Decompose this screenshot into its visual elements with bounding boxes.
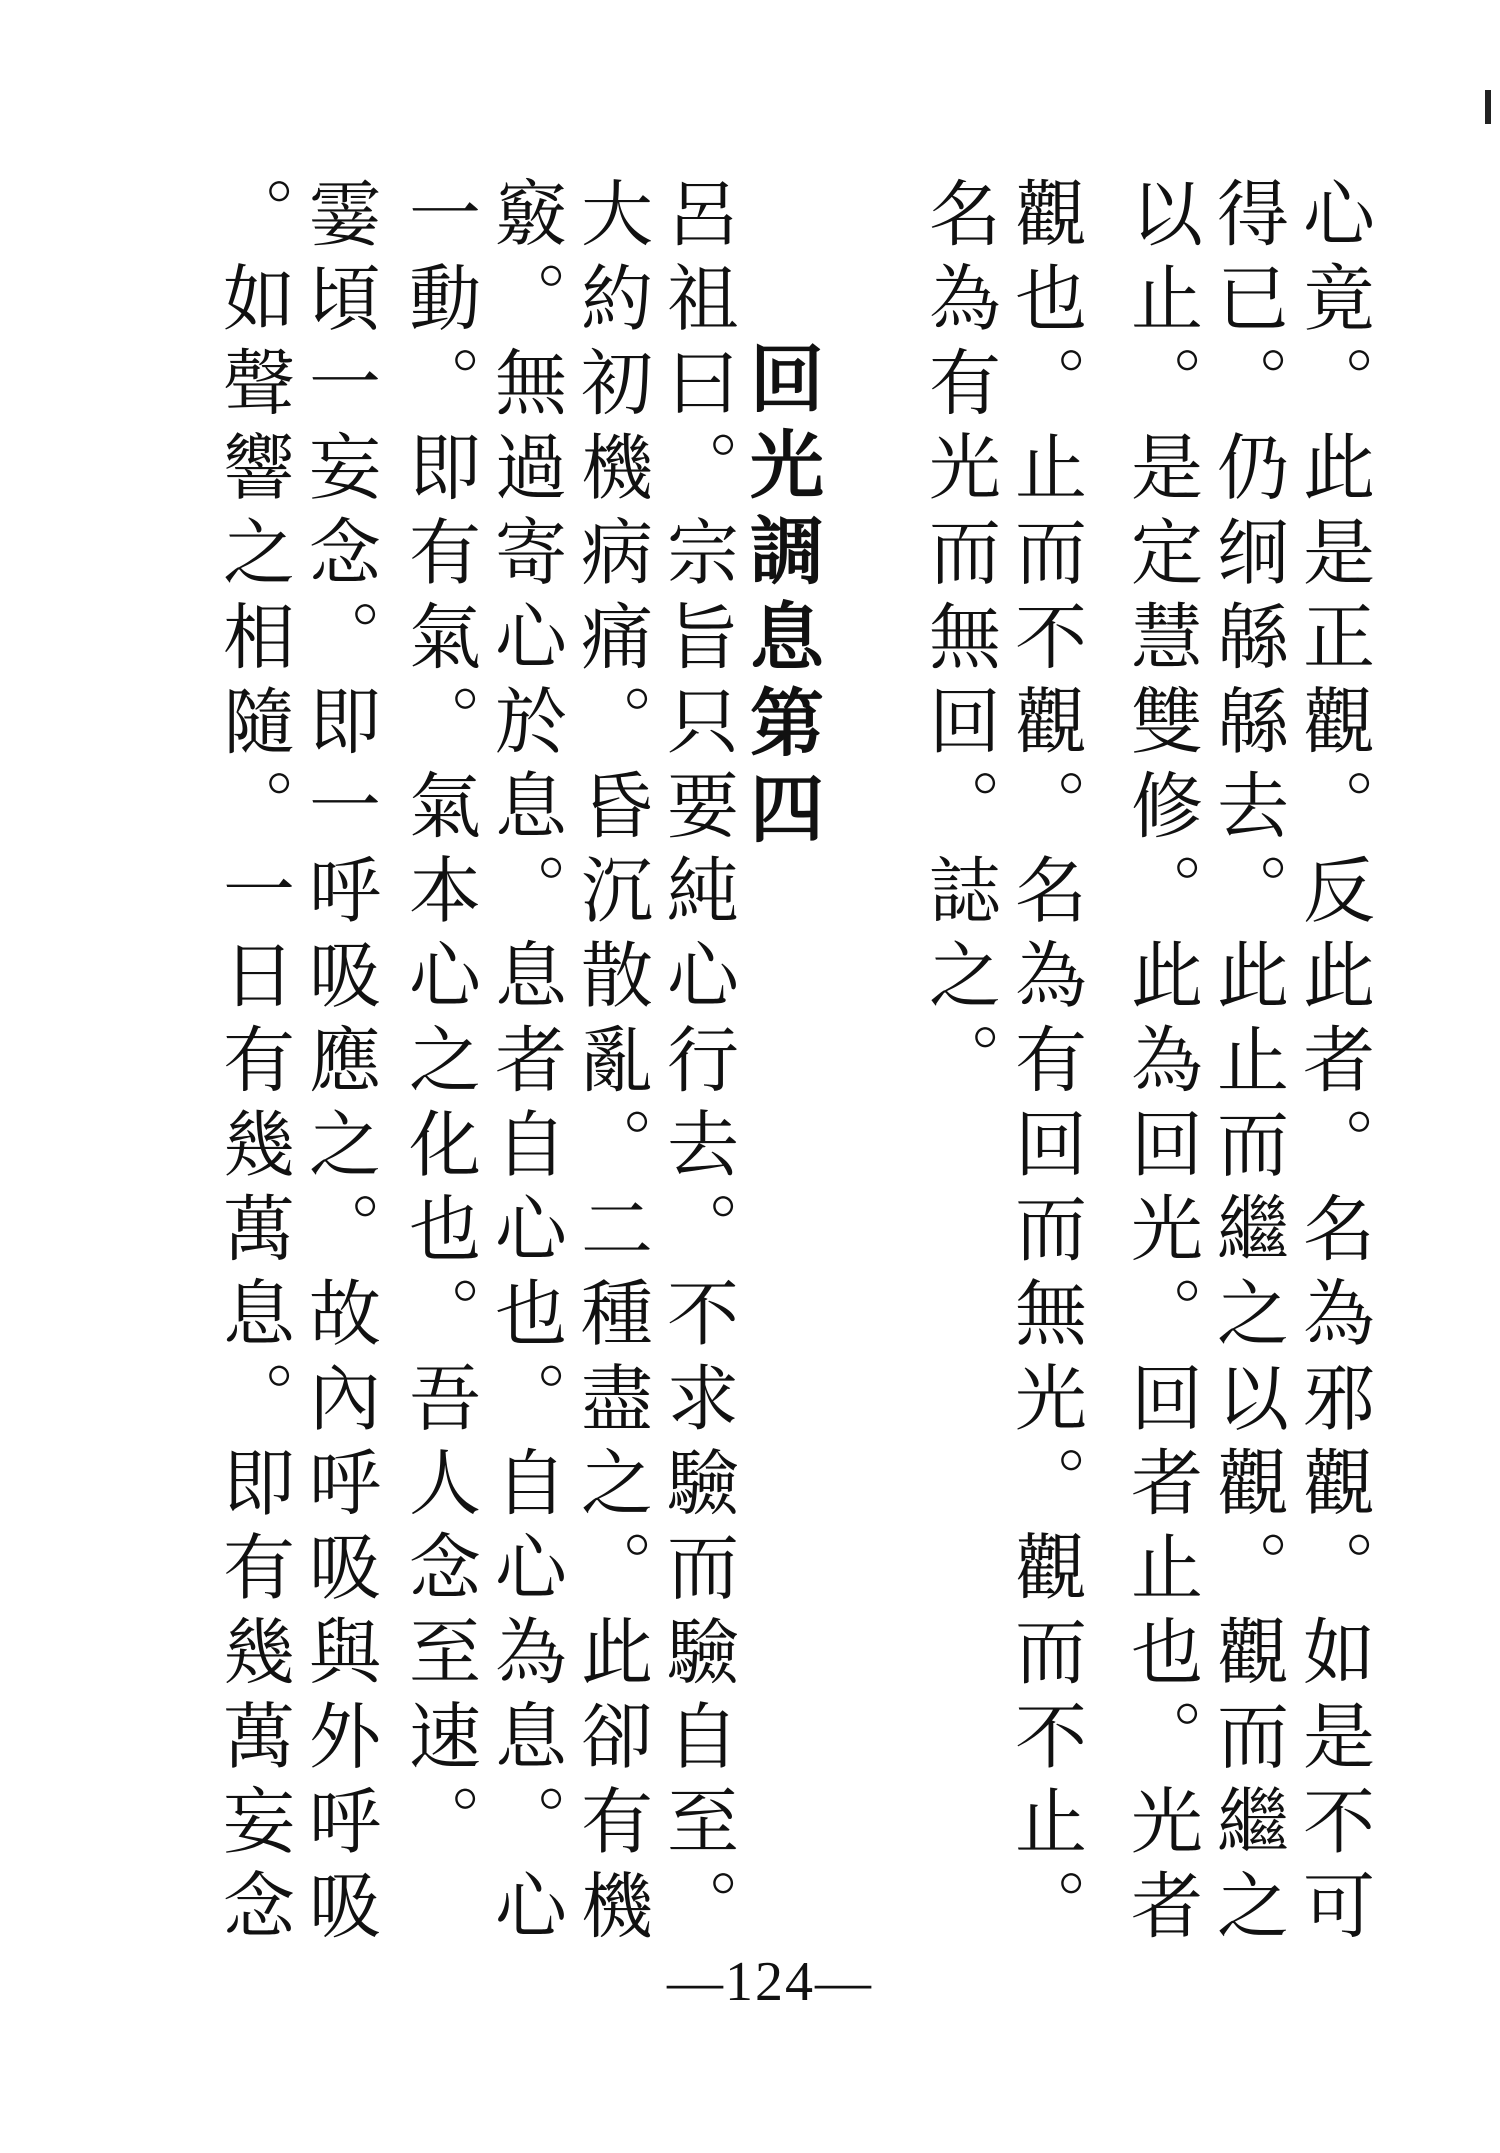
text-column: 呂祖曰。宗旨只要純心行去。不求驗而驗自至。	[655, 176, 739, 1953]
text-column: 大約初機病痛。昏沉散亂。二種盡之。此卻有機	[569, 176, 653, 1953]
text-column: 一動。即有氣。氣本心之化也。吾人念至速。	[397, 176, 481, 1868]
text-column: 名為有光而無回。誌之。	[917, 176, 1001, 1107]
chapter-heading: 回光調息第四	[738, 340, 824, 856]
text-column: 心竟。此是正觀。反此者。名為邪觀。如是不可	[1291, 176, 1375, 1953]
text-column: 竅。無過寄心於息。息者自心也。自心為息。心	[483, 176, 567, 1953]
scan-edge-mark	[1485, 90, 1491, 124]
text-column: 以止。是定慧雙修。此為回光。回者止也。光者	[1119, 176, 1203, 1953]
text-column: 得已。仍䌹緜緜去。此止而繼之以觀。觀而繼之	[1205, 176, 1289, 1953]
text-column: 。如聲響之相隨。一日有幾萬息。即有幾萬妄念	[211, 176, 295, 1953]
text-column: 觀也。止而不觀。名為有回而無光。觀而不止。	[1003, 176, 1087, 1953]
text-column: 霎頃一妄念。即一呼吸應之。故內呼吸與外呼吸	[297, 176, 381, 1953]
page-number: —124—	[667, 1951, 873, 2013]
